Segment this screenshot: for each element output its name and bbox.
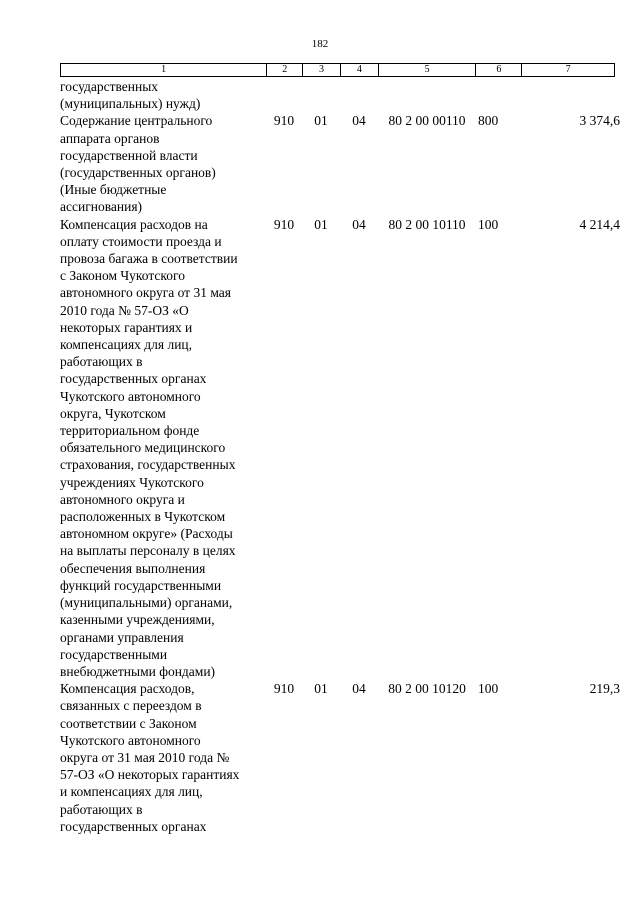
page-number: 182 [311, 38, 329, 50]
table-header [60, 63, 615, 77]
row-amount: 4 214,4 [579, 216, 620, 232]
row-description: Содержание центрального аппарата органов государственной власти (государственных органов) (Иные бюджетные ассигнования) [60, 113, 216, 215]
row-target-article: 80 2 00 00110 [388, 113, 466, 129]
row-target-article: 80 2 00 10110 [388, 216, 466, 232]
row-section: 01 [314, 681, 328, 697]
header-col-4: 4 [340, 64, 378, 76]
row-description: Компенсация расходов, связанных с переездом в соответствии с Законом Чукотского автономного округа от 31 мая 2010 года № 57-ОЗ «О некоторых гарантиях и компенсациях для лиц, работающих в государственных органах [60, 681, 240, 834]
table-row [60, 112, 620, 215]
header-col-3: 3 [302, 64, 340, 76]
table-row [60, 78, 620, 112]
row-expense-type: 100 [478, 681, 499, 697]
row-target-article: 80 2 00 10120 [388, 681, 466, 697]
row-admin-code: 910 [273, 681, 295, 697]
row-expense-type: 800 [478, 113, 499, 129]
table-row [60, 680, 620, 835]
header-col-2: 2 [266, 64, 302, 76]
row-admin-code: 910 [273, 113, 295, 129]
table-body [60, 78, 620, 835]
row-subsection: 04 [352, 216, 366, 232]
header-col-1: 1 [161, 64, 167, 75]
row-description: Компенсация расходов на оплату стоимости проезда и провоза багажа в соответствии с Законом Чукотского автономного округа от 31 мая 2010 года № 57-ОЗ «О некоторых гарантиях и компенсациях для лиц, работающих в государственных органах Чукотского автономного округа, Чукотском территориальном фонде обязательного медицинского страхования, государственных учреждениях Чукотского автономного округа и расположенных в Чукотском автономном округе» (Расходы на выплаты персоналу в целях обеспечения выполнения функций государственными (муниципальными) органами, казенными учреждениями, органами управления государственными внебюджетными фондами) [60, 216, 238, 679]
row-admin-code: 910 [273, 216, 295, 232]
header-col-6: 6 [475, 64, 521, 76]
row-amount: 3 374,6 [579, 113, 620, 129]
row-description: государственных (муниципальных) нужд) [60, 79, 201, 112]
row-expense-type: 100 [478, 216, 499, 232]
row-subsection: 04 [352, 681, 366, 697]
table-row [60, 216, 620, 680]
row-amount: 219,3 [589, 681, 620, 697]
header-col-5: 5 [378, 64, 476, 76]
row-section: 01 [314, 216, 328, 232]
row-subsection: 04 [352, 113, 366, 129]
row-section: 01 [314, 113, 328, 129]
header-col-7: 7 [521, 64, 614, 76]
